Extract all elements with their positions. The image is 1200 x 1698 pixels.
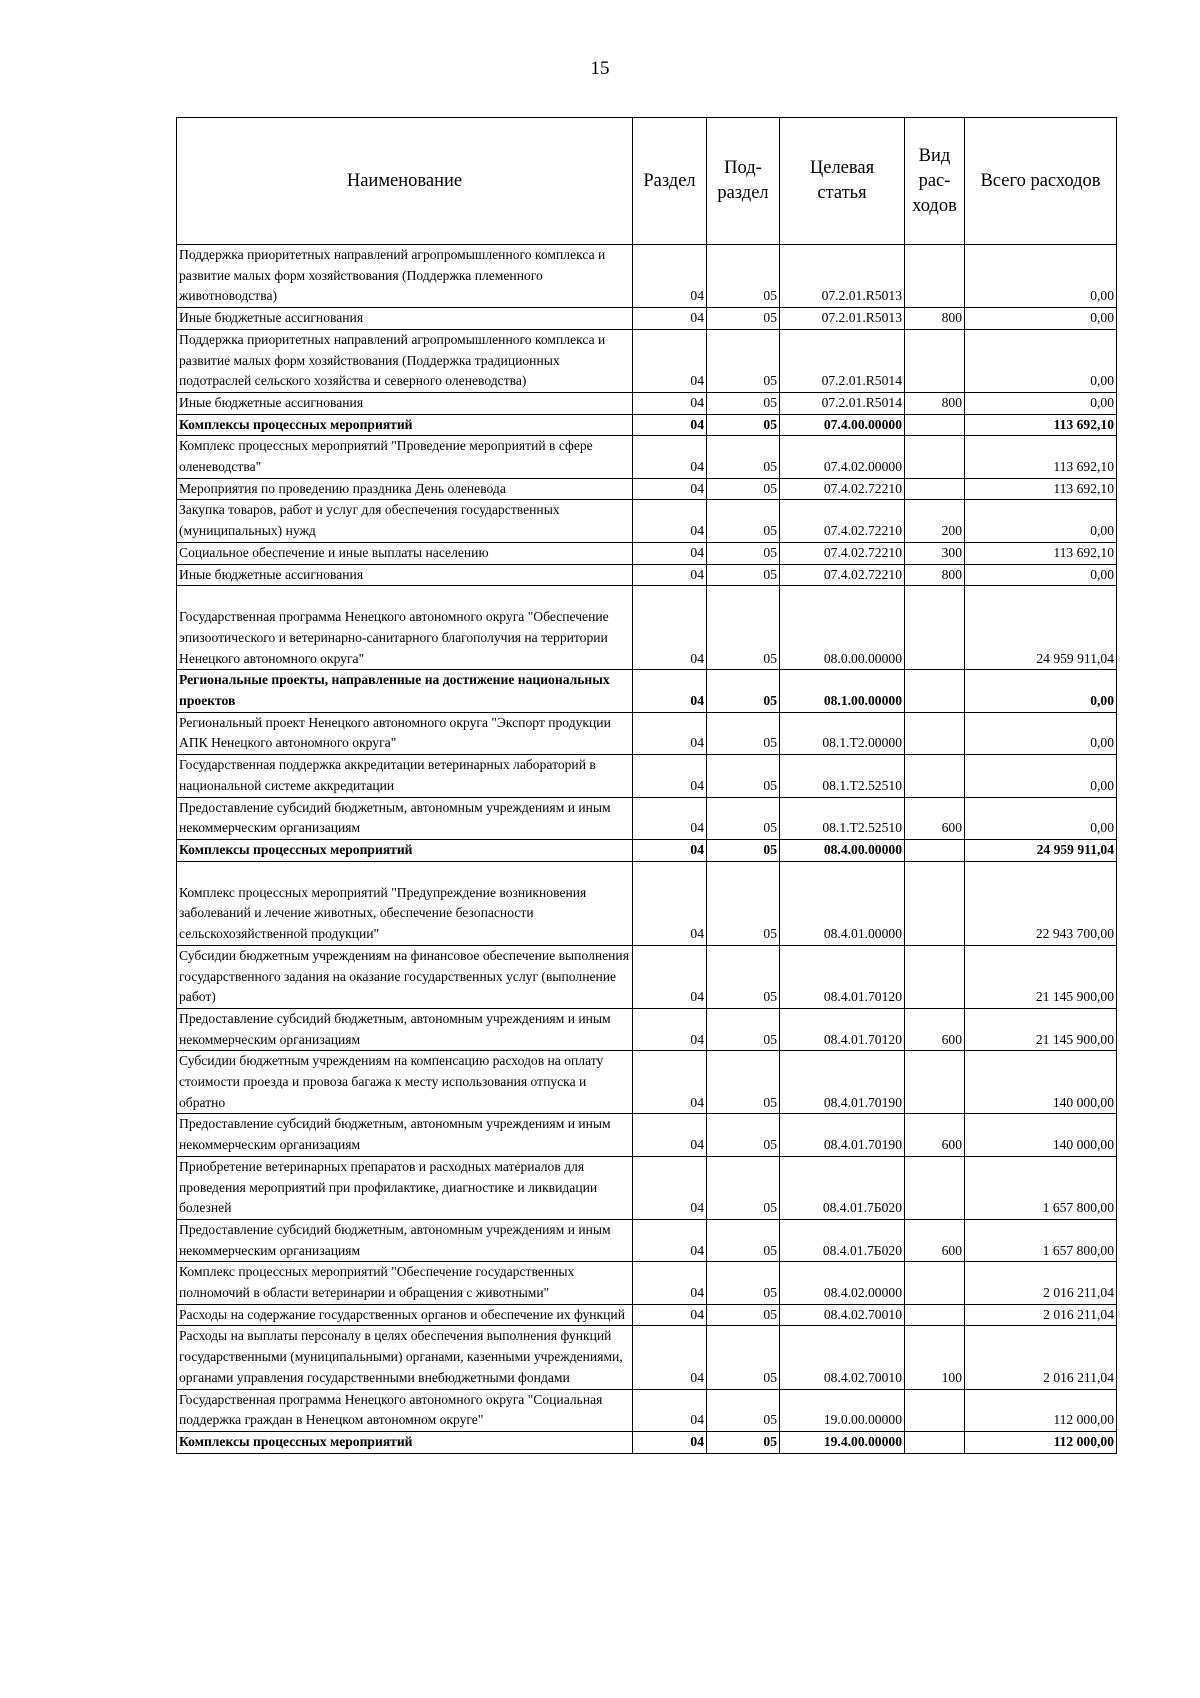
page-number: 15 (590, 58, 610, 79)
row-podrazdel: 05 (707, 1051, 780, 1114)
row-razdel: 04 (633, 712, 707, 754)
row-vid-rashodov: 600 (905, 797, 965, 839)
row-podrazdel: 05 (707, 414, 780, 436)
row-vid-rashodov (905, 414, 965, 436)
row-razdel: 04 (633, 945, 707, 1008)
row-podrazdel: 05 (707, 797, 780, 839)
table-row (177, 1326, 1117, 1389)
row-celevaya-statya: 08.1.Т2.00000 (780, 712, 905, 754)
row-vid-rashodov: 800 (905, 308, 965, 330)
row-razdel: 04 (633, 797, 707, 839)
row-podrazdel: 05 (707, 500, 780, 542)
row-name: Расходы на содержание государственных органов и обеспечение их функций (177, 1304, 633, 1326)
row-razdel: 04 (633, 436, 707, 478)
row-name: Комплексы процессных мероприятий (177, 414, 633, 436)
row-podrazdel: 05 (707, 945, 780, 1008)
row-name: Закупка товаров, работ и услуг для обеспечения государственных (муниципальных) нужд (177, 500, 633, 542)
row-total: 140 000,00 (965, 1051, 1117, 1114)
row-celevaya-statya: 07.4.00.00000 (780, 414, 905, 436)
header-celevaya-line1: Целевая (809, 158, 875, 178)
row-name: Субсидии бюджетным учреждениям на финансовое обеспечение выполнения государственного задания на оказание государственных услуг (выполнение работ) (177, 945, 633, 1008)
header-name: Наименование (177, 118, 633, 245)
table-row (177, 670, 1117, 712)
row-vid-rashodov (905, 670, 965, 712)
row-vid-rashodov (905, 1051, 965, 1114)
table-row (177, 861, 1117, 945)
row-total: 0,00 (965, 500, 1117, 542)
row-podrazdel: 05 (707, 392, 780, 414)
row-razdel: 04 (633, 478, 707, 500)
table-row (177, 1051, 1117, 1114)
header-razdel: Раздел (633, 118, 707, 245)
row-total: 2 016 211,04 (965, 1262, 1117, 1304)
row-podrazdel: 05 (707, 245, 780, 308)
row-razdel: 04 (633, 670, 707, 712)
row-razdel: 04 (633, 329, 707, 392)
row-podrazdel: 05 (707, 755, 780, 797)
table-row (177, 1262, 1117, 1304)
row-name: Предоставление субсидий бюджетным, автономным учреждениям и иным некоммерческим организациям (177, 1114, 633, 1156)
row-name: Поддержка приоритетных направлений агропромышленного комплекса и развитие малых форм хозяйствования (Поддержка традиционных подотраслей сельского хозяйства и северного оленеводства) (177, 329, 633, 392)
row-name: Государственная поддержка аккредитации ветеринарных лабораторий в национальной системе аккредитации (177, 755, 633, 797)
row-name: Региональные проекты, направленные на достижение национальных проектов (177, 670, 633, 712)
row-total: 22 943 700,00 (965, 861, 1117, 945)
header-celevaya-statya (780, 118, 905, 245)
row-podrazdel: 05 (707, 436, 780, 478)
row-vid-rashodov: 200 (905, 500, 965, 542)
row-celevaya-statya: 19.0.00.00000 (780, 1389, 905, 1431)
row-vid-rashodov (905, 329, 965, 392)
table-row (177, 329, 1117, 392)
row-razdel: 04 (633, 245, 707, 308)
row-celevaya-statya: 08.1.Т2.52510 (780, 797, 905, 839)
row-podrazdel: 05 (707, 1431, 780, 1453)
row-vid-rashodov: 600 (905, 1219, 965, 1261)
row-celevaya-statya: 08.4.01.70120 (780, 945, 905, 1008)
row-vid-rashodov (905, 436, 965, 478)
row-podrazdel: 05 (707, 1156, 780, 1219)
row-vid-rashodov: 800 (905, 392, 965, 414)
row-vid-rashodov (905, 1304, 965, 1326)
row-total: 21 145 900,00 (965, 1008, 1117, 1050)
row-celevaya-statya: 08.4.01.7Б020 (780, 1219, 905, 1261)
row-podrazdel: 05 (707, 1008, 780, 1050)
row-vid-rashodov (905, 1262, 965, 1304)
row-razdel: 04 (633, 861, 707, 945)
row-name: Поддержка приоритетных направлений агропромышленного комплекса и развитие малых форм хозяйствования (Поддержка племенного животноводства) (177, 245, 633, 308)
row-razdel: 04 (633, 500, 707, 542)
table-row (177, 755, 1117, 797)
row-total: 0,00 (965, 755, 1117, 797)
row-podrazdel: 05 (707, 670, 780, 712)
row-total: 24 959 911,04 (965, 839, 1117, 861)
table-row (177, 308, 1117, 330)
row-total: 0,00 (965, 797, 1117, 839)
row-podrazdel: 05 (707, 1389, 780, 1431)
header-vid-rashodov (905, 118, 965, 245)
table-row (177, 564, 1117, 586)
row-podrazdel: 05 (707, 1114, 780, 1156)
table-row (177, 1114, 1117, 1156)
row-vid-rashodov (905, 755, 965, 797)
row-name: Комплекс процессных мероприятий "Предупреждение возникновения заболеваний и лечение животных, обеспечение безопасности сельскохозяйственной продукции" (177, 861, 633, 945)
row-podrazdel: 05 (707, 839, 780, 861)
row-total: 1 657 800,00 (965, 1156, 1117, 1219)
row-razdel: 04 (633, 414, 707, 436)
row-name: Государственная программа Ненецкого автономного округа "Обеспечение эпизоотического и ветеринарно-санитарного благополучия на территории Ненецкого автономного округа" (177, 586, 633, 670)
row-total: 113 692,10 (965, 478, 1117, 500)
row-vid-rashodov: 600 (905, 1114, 965, 1156)
table-row (177, 945, 1117, 1008)
row-celevaya-statya: 07.2.01.R5013 (780, 245, 905, 308)
row-name: Субсидии бюджетным учреждениям на компенсацию расходов на оплату стоимости проезда и провоза багажа к месту использования отпуска и обратно (177, 1051, 633, 1114)
table-row (177, 1156, 1117, 1219)
row-podrazdel: 05 (707, 308, 780, 330)
row-name: Комплексы процессных мероприятий (177, 839, 633, 861)
table-row (177, 414, 1117, 436)
row-celevaya-statya: 08.4.01.70190 (780, 1114, 905, 1156)
row-total: 112 000,00 (965, 1431, 1117, 1453)
row-total: 0,00 (965, 712, 1117, 754)
row-vid-rashodov (905, 945, 965, 1008)
row-podrazdel: 05 (707, 564, 780, 586)
table-row (177, 478, 1117, 500)
row-vid-rashodov (905, 586, 965, 670)
row-celevaya-statya: 08.0.00.00000 (780, 586, 905, 670)
table-row (177, 1431, 1117, 1453)
row-razdel: 04 (633, 1262, 707, 1304)
row-vid-rashodov: 800 (905, 564, 965, 586)
row-total: 113 692,10 (965, 436, 1117, 478)
table-row (177, 392, 1117, 414)
row-celevaya-statya: 08.1.00.00000 (780, 670, 905, 712)
row-celevaya-statya: 07.4.02.72210 (780, 564, 905, 586)
row-razdel: 04 (633, 839, 707, 861)
budget-table (176, 117, 1117, 1454)
row-total: 0,00 (965, 308, 1117, 330)
table-row (177, 245, 1117, 308)
row-vid-rashodov (905, 839, 965, 861)
row-razdel: 04 (633, 586, 707, 670)
row-name: Комплекс процессных мероприятий "Проведение мероприятий в сфере оленеводства" (177, 436, 633, 478)
table-row (177, 1304, 1117, 1326)
row-razdel: 04 (633, 1389, 707, 1431)
row-name: Комплексы процессных мероприятий (177, 1431, 633, 1453)
table-row (177, 712, 1117, 754)
row-vid-rashodov: 300 (905, 542, 965, 564)
row-celevaya-statya: 08.4.02.00000 (780, 1262, 905, 1304)
header-vid-line3: ходов (912, 195, 957, 216)
row-razdel: 04 (633, 1219, 707, 1261)
row-razdel: 04 (633, 1431, 707, 1453)
row-name: Комплекс процессных мероприятий "Обеспечение государственных полномочий в области ветеринарии и обращения с животными" (177, 1262, 633, 1304)
table-header (177, 118, 1117, 245)
row-total: 24 959 911,04 (965, 586, 1117, 670)
row-celevaya-statya: 08.4.01.70120 (780, 1008, 905, 1050)
row-celevaya-statya: 07.4.02.72210 (780, 542, 905, 564)
row-total: 112 000,00 (965, 1389, 1117, 1431)
row-name: Приобретение ветеринарных препаратов и расходных материалов для проведения мероприятий при профилактике, диагностике и ликвидации болезней (177, 1156, 633, 1219)
row-podrazdel: 05 (707, 542, 780, 564)
row-celevaya-statya: 08.4.00.00000 (780, 839, 905, 861)
row-vid-rashodov (905, 861, 965, 945)
table-row (177, 839, 1117, 861)
row-total: 21 145 900,00 (965, 945, 1117, 1008)
row-celevaya-statya: 07.2.01.R5014 (780, 392, 905, 414)
row-razdel: 04 (633, 542, 707, 564)
row-total: 113 692,10 (965, 414, 1117, 436)
row-vid-rashodov (905, 1431, 965, 1453)
row-celevaya-statya: 07.4.02.00000 (780, 436, 905, 478)
row-razdel: 04 (633, 1008, 707, 1050)
row-celevaya-statya: 19.4.00.00000 (780, 1431, 905, 1453)
row-celevaya-statya: 08.4.02.70010 (780, 1304, 905, 1326)
row-vid-rashodov (905, 712, 965, 754)
table-row (177, 586, 1117, 670)
row-podrazdel: 05 (707, 1326, 780, 1389)
row-celevaya-statya: 08.4.02.70010 (780, 1326, 905, 1389)
header-celevaya-line2: статья (817, 183, 867, 203)
row-name: Региональный проект Ненецкого автономного округа "Экспорт продукции АПК Ненецкого автономного округа" (177, 712, 633, 754)
table-row (177, 542, 1117, 564)
header-podrazdel (707, 118, 780, 245)
row-name: Предоставление субсидий бюджетным, автономным учреждениям и иным некоммерческим организациям (177, 1008, 633, 1050)
row-total: 113 692,10 (965, 542, 1117, 564)
row-podrazdel: 05 (707, 861, 780, 945)
table-row (177, 500, 1117, 542)
row-total: 0,00 (965, 245, 1117, 308)
row-total: 1 657 800,00 (965, 1219, 1117, 1261)
row-name: Иные бюджетные ассигнования (177, 392, 633, 414)
row-total: 0,00 (965, 670, 1117, 712)
row-razdel: 04 (633, 1156, 707, 1219)
row-vid-rashodov (905, 245, 965, 308)
table-row (177, 797, 1117, 839)
row-total: 140 000,00 (965, 1114, 1117, 1156)
header-podrazdel-line2: раздел (717, 183, 769, 203)
row-razdel: 04 (633, 1114, 707, 1156)
row-podrazdel: 05 (707, 712, 780, 754)
row-razdel: 04 (633, 1326, 707, 1389)
row-name: Мероприятия по проведению праздника День оленевода (177, 478, 633, 500)
row-total: 0,00 (965, 564, 1117, 586)
table-row (177, 1008, 1117, 1050)
row-podrazdel: 05 (707, 1304, 780, 1326)
row-razdel: 04 (633, 564, 707, 586)
row-total: 0,00 (965, 392, 1117, 414)
header-podrazdel-line1: Под- (724, 158, 762, 178)
row-celevaya-statya: 08.4.01.00000 (780, 861, 905, 945)
row-razdel: 04 (633, 308, 707, 330)
row-vid-rashodov: 100 (905, 1326, 965, 1389)
row-vid-rashodov (905, 478, 965, 500)
row-podrazdel: 05 (707, 329, 780, 392)
row-razdel: 04 (633, 392, 707, 414)
row-razdel: 04 (633, 1051, 707, 1114)
row-celevaya-statya: 07.4.02.72210 (780, 478, 905, 500)
row-name: Расходы на выплаты персоналу в целях обеспечения выполнения функций государственными (муниципальными) органами, казенными учреждениями, органами управления государственными внебюджетными фондами (177, 1326, 633, 1389)
row-podrazdel: 05 (707, 1219, 780, 1261)
row-celevaya-statya: 07.2.01.R5013 (780, 308, 905, 330)
row-celevaya-statya: 08.4.01.7Б020 (780, 1156, 905, 1219)
row-razdel: 04 (633, 1304, 707, 1326)
table-body (177, 245, 1117, 1454)
row-podrazdel: 05 (707, 478, 780, 500)
row-name: Иные бюджетные ассигнования (177, 308, 633, 330)
table-row (177, 1219, 1117, 1261)
row-name: Предоставление субсидий бюджетным, автономным учреждениям и иным некоммерческим организациям (177, 797, 633, 839)
row-vid-rashodov (905, 1156, 965, 1219)
table-row (177, 436, 1117, 478)
table-row (177, 1389, 1117, 1431)
row-name: Государственная программа Ненецкого автономного округа "Социальная поддержка граждан в Ненецком автономном округе" (177, 1389, 633, 1431)
row-name: Социальное обеспечение и иные выплаты населению (177, 542, 633, 564)
header-vid-line1: Вид (918, 145, 951, 166)
row-celevaya-statya: 08.1.Т2.52510 (780, 755, 905, 797)
row-razdel: 04 (633, 755, 707, 797)
row-name: Иные бюджетные ассигнования (177, 564, 633, 586)
row-total: 2 016 211,04 (965, 1304, 1117, 1326)
row-celevaya-statya: 07.2.01.R5014 (780, 329, 905, 392)
row-vid-rashodov (905, 1389, 965, 1431)
row-vid-rashodov: 600 (905, 1008, 965, 1050)
row-celevaya-statya: 08.4.01.70190 (780, 1051, 905, 1114)
header-vid-line2: рас- (918, 170, 951, 191)
row-podrazdel: 05 (707, 1262, 780, 1304)
row-total: 0,00 (965, 329, 1117, 392)
header-total: Всего расходов (965, 118, 1117, 245)
row-celevaya-statya: 07.4.02.72210 (780, 500, 905, 542)
row-total: 2 016 211,04 (965, 1326, 1117, 1389)
row-podrazdel: 05 (707, 586, 780, 670)
row-name: Предоставление субсидий бюджетным, автономным учреждениям и иным некоммерческим организациям (177, 1219, 633, 1261)
